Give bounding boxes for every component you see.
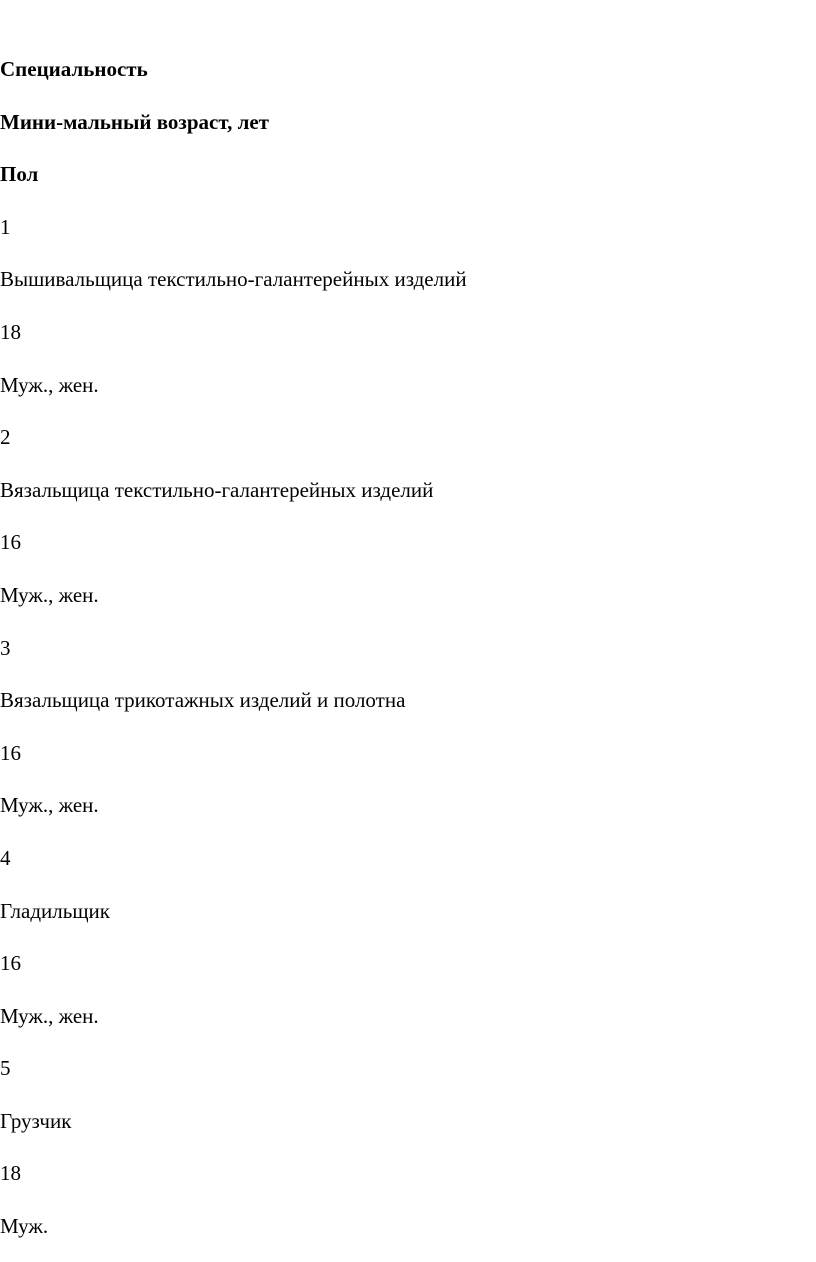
- row-5-number: 5: [0, 1056, 11, 1081]
- row-4-sex: Муж., жен.: [0, 1003, 99, 1028]
- row-3-specialty: Вязальщица трикотажных изделий и полотна: [0, 688, 406, 713]
- row-3-number: 3: [0, 635, 11, 660]
- row-1-number: 1: [0, 214, 11, 239]
- row-3-min-age: 16: [0, 740, 21, 765]
- row-5-min-age: 18: [0, 1161, 21, 1186]
- row-2-specialty: Вязальщица текстильно-галантерейных изделий: [0, 477, 434, 502]
- header-sex: Пол: [0, 162, 39, 187]
- row-2-sex: Муж., жен.: [0, 582, 99, 607]
- row-2-number: 2: [0, 425, 11, 450]
- row-4-specialty: Гладильщик: [0, 898, 110, 923]
- header-min-age: Мини-мальный возраст, лет: [0, 109, 269, 134]
- row-1-specialty: Вышивальщица текстильно-галантерейных изделий: [0, 267, 467, 292]
- row-4-number: 4: [0, 845, 11, 870]
- row-2-min-age: 16: [0, 530, 21, 555]
- row-5-sex: Муж.: [0, 1214, 49, 1239]
- row-1-sex: Муж., жен.: [0, 372, 99, 397]
- row-4-min-age: 16: [0, 951, 21, 976]
- header-specialty: Специальность: [0, 57, 148, 81]
- row-1-min-age: 18: [0, 319, 21, 344]
- row-5-specialty: Грузчик: [0, 1108, 72, 1133]
- row-3-sex: Муж., жен.: [0, 793, 99, 818]
- document-body: [0, 52, 816, 1262]
